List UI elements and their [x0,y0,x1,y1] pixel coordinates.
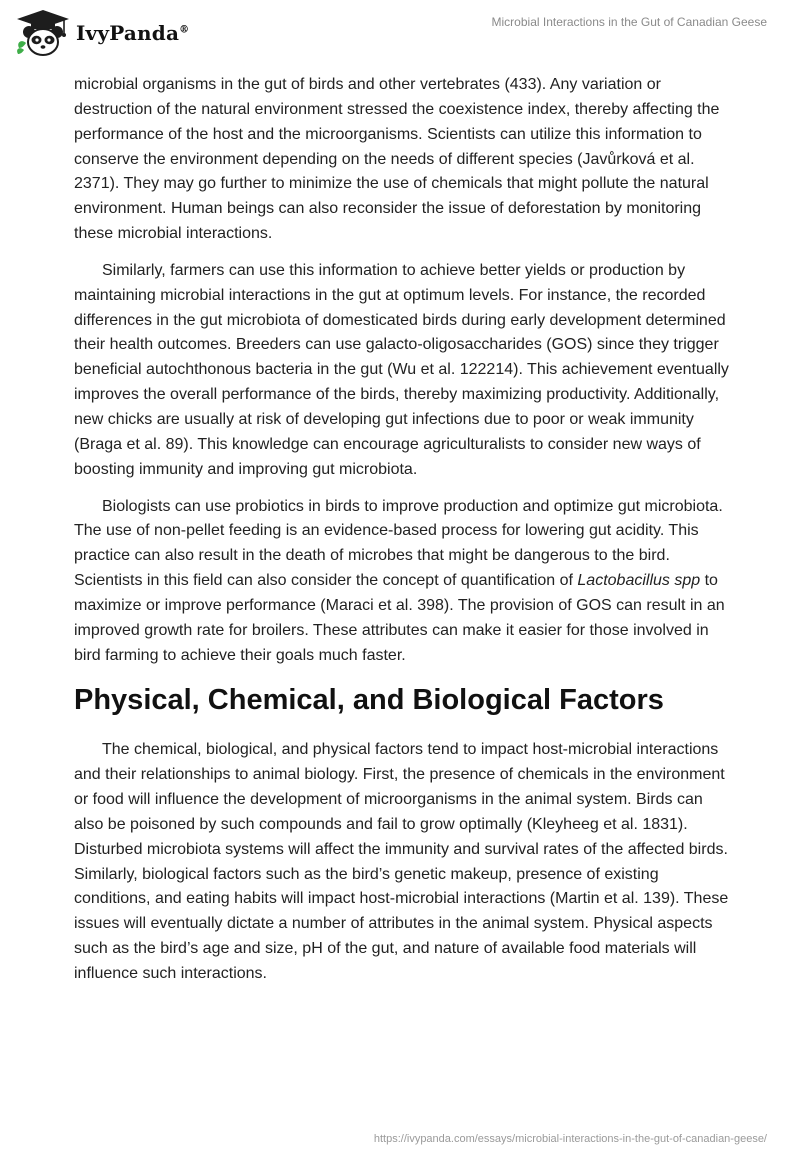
brand-logo[interactable] [14,8,189,58]
registered-mark: ® [179,24,190,36]
brand-name: IvyPanda® [76,21,190,45]
paragraph-2: Similarly, farmers can use this information to achieve better yields or production by maintaining microbial interactions in the gut at optimum levels. For instance, the recorded differences in the gut microbiota of domesticated birds during early development determined their health outcomes. Breeders can use galacto-oligosaccharides (GOS) since they trigger beneficial autochthonous bacteria in the gut (Wu et al. 122214). This achievement eventually improves the overall performance of the birds, thereby maximizing productivity. Additionally, new chicks are usually at risk of developing gut infections due to poor or weak immunity (Braga et al. 89). This knowledge can encourage agriculturalists to consider new ways of boosting immunity and improving gut microbiota. [74,261,729,478]
paragraph-1: microbial organisms in the gut of birds and other vertebrates (433). Any variation or destruction of the natural environment stressed the coexistence index, thereby affecting the performance of the host and the microorganisms. Scientists can utilize this information to conserve the environment depending on the needs of different species (Javůrková et al. 2371). They may go further to minimize the use of chemicals that might pollute the natural environment. Human beings can also reconsider the issue of deforestation by monitoring these microbial interactions. [74,76,720,243]
panda-graduate-icon [14,8,72,58]
page-header [0,0,800,66]
source-url[interactable]: https://ivypanda.com/essays/microbial-interactions-in-the-gut-of-canadian-geese/ [373,1133,767,1145]
paragraph-3-text-a: Biologists can use probiotics in birds to improve production and optimize gut microbiota. The use of non-pellet feeding is an evidence-based process for lowering gut acidity. This practice can also result in the death of microbes that might be dangerous to the bird. Scientists in this field can also consider the concept of quantification of [74,497,723,590]
paragraph-3-text-b: to maximize or improve performance (Maraci et al. 398). The provision of GOS can result in an improved growth rate for broilers. These attributes can make it easier for those involved in bird farming to achieve their goals much faster. [74,572,725,664]
species-name: Lactobacillus spp [577,572,701,590]
paragraph-4: The chemical, biological, and physical factors tend to impact host-microbial interactions and their relationships to animal biology. First, the presence of chemicals in the environment or food will influence the development of microorganisms in the animal system. Birds can also be poisoned by such compounds and fail to grow optimally (Kleyheeg et al. 1831). Disturbed microbiota systems will affect the immunity and survival rates of the affected birds. Similarly, biological factors such as the bird’s genetic makeup, presence of existing conditions, and eating habits will impact host-microbial interactions (Martin et al. 139). These issues will eventually dictate a number of attributes in the animal system. Physical aspects such as the bird’s age and size, pH of the gut, and nature of available food materials will influence such interactions. [74,741,729,982]
section-heading: Physical, Chemical, and Biological Factors [74,684,664,717]
essay-body [74,73,734,999]
paragraph-3 [74,495,734,669]
document-title: Microbial Interactions in the Gut of Canadian Geese [491,15,767,29]
